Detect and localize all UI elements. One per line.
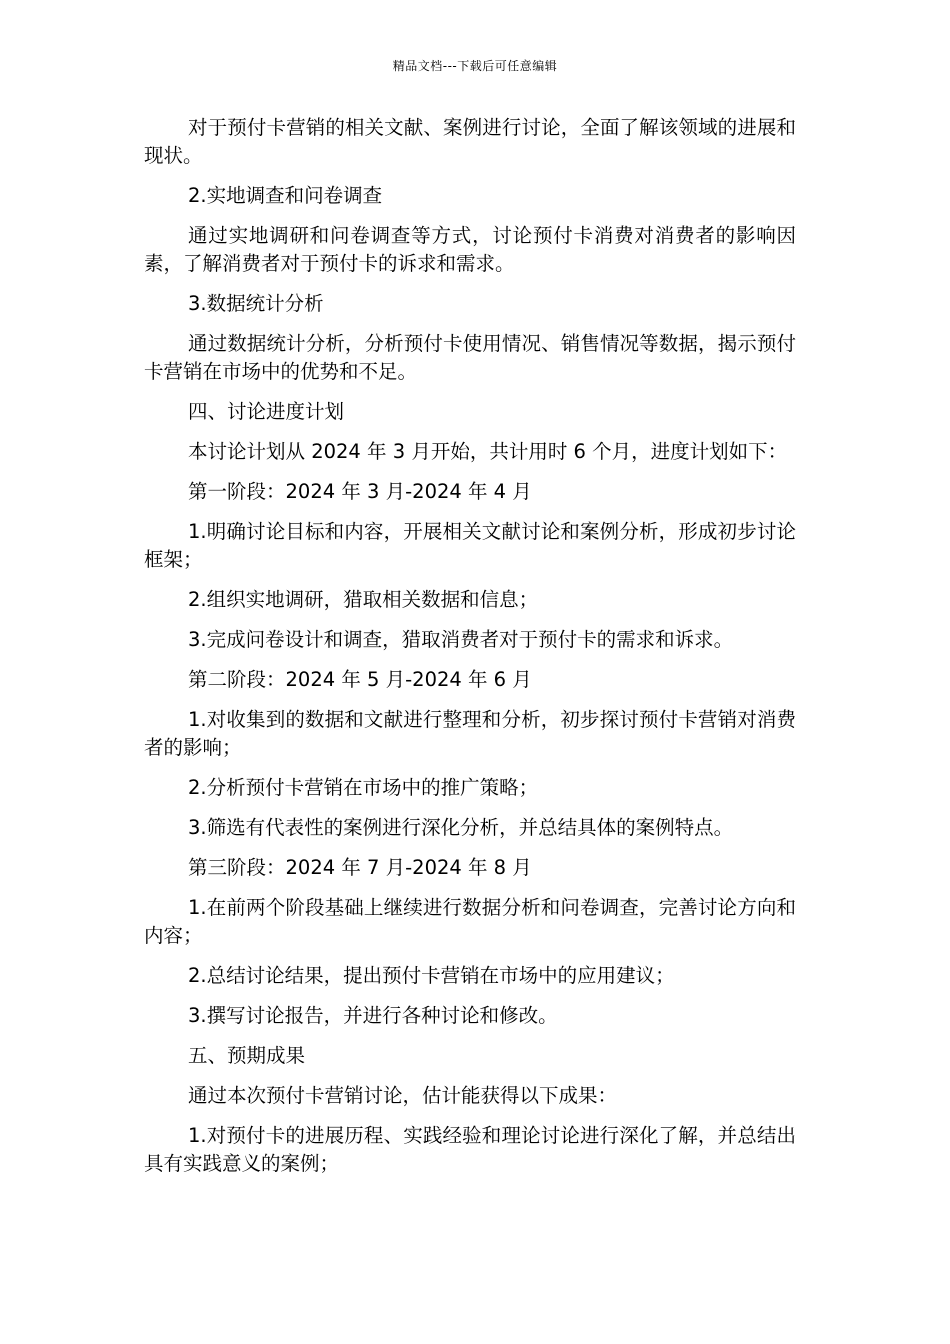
section-heading-schedule: 四、讨论进度计划 (188, 400, 345, 423)
paragraph-outcomes-intro: 通过本次预付卡营销讨论，估计能获得以下成果： (188, 1084, 618, 1107)
phase-two-heading: 第二阶段：2024 年 5 月-2024 年 6 月 (188, 668, 532, 691)
section-heading-outcomes: 五、预期成果 (188, 1044, 306, 1067)
heading-data-analysis: 3.数据统计分析 (188, 292, 324, 315)
outcome-item-1: 1.对预付卡的进展历程、实践经验和理论讨论进行深化了解，并总结出具有实践意义的案例； (144, 1124, 796, 1175)
phase-three-item-1: 1.在前两个阶段基础上继续进行数据分析和问卷调查，完善讨论方向和内容； (144, 896, 796, 947)
paragraph-field-survey: 通过实地调研和问卷调查等方式，讨论预付卡消费对消费者的影响因素，了解消费者对于预付卡的诉求和需求。 (144, 224, 796, 275)
phase-three-item-2: 2.总结讨论结果，提出预付卡营销在市场中的应用建议； (188, 964, 675, 987)
paragraph-data-analysis: 通过数据统计分析，分析预付卡使用情况、销售情况等数据，揭示预付卡营销在市场中的优势和不足。 (144, 332, 796, 383)
phase-two-item-1: 1.对收集到的数据和文献进行整理和分析，初步探讨预付卡营销对消费者的影响； (144, 708, 796, 759)
phase-three-heading: 第三阶段：2024 年 7 月-2024 年 8 月 (188, 856, 532, 879)
heading-field-survey: 2.实地调查和问卷调查 (188, 184, 383, 207)
phase-one-item-2: 2.组织实地调研，猎取相关数据和信息； (188, 588, 539, 611)
paragraph-intro-literature: 对于预付卡营销的相关文献、案例进行讨论，全面了解该领域的进展和现状。 (144, 116, 796, 167)
phase-two-item-2: 2.分析预付卡营销在市场中的推广策略； (188, 776, 539, 799)
phase-one-item-1: 1.明确讨论目标和内容，开展相关文献讨论和案例分析，形成初步讨论框架； (144, 520, 796, 571)
phase-one-heading: 第一阶段：2024 年 3 月-2024 年 4 月 (188, 480, 532, 503)
phase-one-item-3: 3.完成问卷设计和调查，猎取消费者对于预付卡的需求和诉求。 (188, 628, 734, 651)
paragraph-schedule-intro: 本讨论计划从 2024 年 3 月开始，共计用时 6 个月，进度计划如下： (188, 440, 788, 463)
phase-two-item-3: 3.筛选有代表性的案例进行深化分析，并总结具体的案例特点。 (188, 816, 734, 839)
phase-three-item-3: 3.撰写讨论报告，并进行各种讨论和修改。 (188, 1004, 558, 1027)
document-body (144, 114, 796, 1190)
page-header: 精品文档---下载后可任意编辑 (392, 59, 558, 73)
